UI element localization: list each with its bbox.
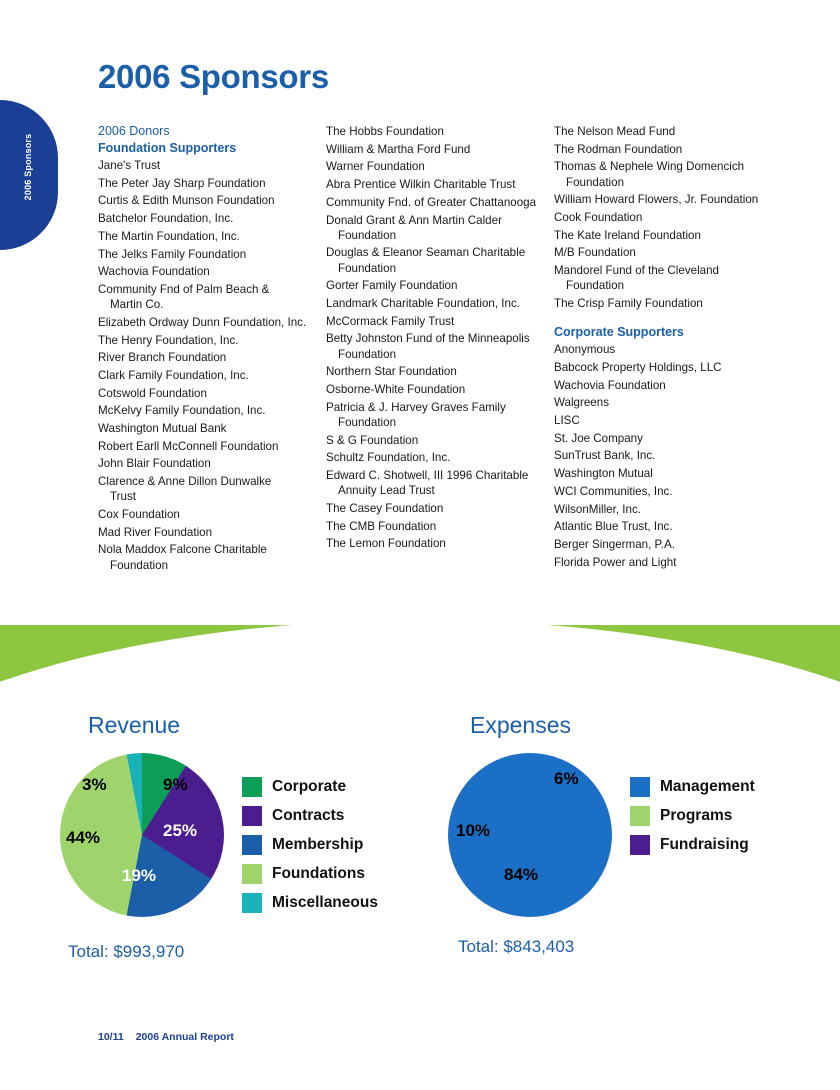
list-item: Berger Singerman, P.A.	[554, 537, 675, 551]
list-item: LISC	[554, 414, 580, 428]
list-item: Wachovia Foundation	[98, 265, 210, 279]
list-item: Thomas & Nephele Wing Domencich Foundation	[554, 159, 782, 189]
legend-label: Membership	[272, 836, 364, 853]
list-item-continuation: Foundation	[338, 261, 397, 275]
legend-swatch-icon	[242, 864, 262, 884]
expenses-chart-title: Expenses	[470, 712, 572, 738]
list-item: Jane's Trust	[98, 159, 161, 172]
list-item: Mad River Foundation	[98, 525, 213, 539]
revenue-slice-label-corporate: 9%	[163, 775, 188, 794]
list-item: WilsonMiller, Inc.	[554, 502, 641, 516]
list-item: Elizabeth Ordway Dunn Foundation, Inc.	[98, 315, 307, 329]
legend-label: Corporate	[272, 778, 347, 795]
list-item: Clark Family Foundation, Inc.	[98, 368, 249, 382]
section-tab-label: 2006 Sponsors	[23, 133, 33, 201]
list-item: Betty Johnston Fund of the Minneapolis Foundation	[326, 331, 548, 361]
legend-swatch-icon	[242, 835, 262, 855]
list-item: St. Joe Company	[554, 431, 643, 445]
legend-swatch-icon	[242, 777, 262, 797]
list-item: Mandorel Fund of the Cleveland Foundation	[554, 263, 782, 293]
donor-column-1	[98, 124, 326, 575]
donor-column-3	[554, 124, 788, 575]
list-item: S & G Foundation	[326, 433, 419, 447]
list-item-continuation: Foundation	[566, 279, 625, 293]
list-item: Florida Power and Light	[554, 555, 677, 569]
legend-swatch-icon	[630, 806, 650, 826]
foundation-supporters-list-2	[326, 124, 548, 552]
list-item: William Howard Flowers, Jr. Foundation	[554, 193, 759, 207]
list-item: River Branch Foundation	[98, 351, 227, 365]
expenses-legend-item	[630, 777, 755, 797]
list-item: William & Martha Ford Fund	[326, 142, 471, 156]
corporate-supporters-list	[554, 342, 782, 570]
foundation-supporters-list-1	[98, 158, 320, 573]
legend-swatch-icon	[630, 777, 650, 797]
revenue-pie-wrap	[60, 753, 224, 917]
revenue-slice-label-miscellaneous: 3%	[82, 775, 107, 794]
list-item: The Rodman Foundation	[554, 142, 683, 156]
donor-columns	[98, 124, 788, 575]
expenses-legend-item	[630, 835, 755, 855]
expenses-pie-wrap	[448, 753, 612, 917]
list-item: McKelvy Family Foundation, Inc.	[98, 404, 266, 418]
revenue-legend-item	[242, 864, 378, 884]
foundation-supporters-heading: Foundation Supporters	[98, 141, 237, 155]
list-item: The Casey Foundation	[326, 501, 444, 515]
list-item: The Martin Foundation, Inc.	[98, 229, 240, 243]
expenses-slice-label-fundraising: 6%	[554, 769, 579, 788]
list-item: M/B Foundation	[554, 246, 636, 260]
list-item: Abra Prentice Wilkin Charitable Trust	[326, 178, 516, 192]
list-item-continuation: Martin Co.	[110, 298, 164, 312]
list-item: Osborne-White Foundation	[326, 383, 466, 397]
legend-label: Management	[660, 778, 755, 795]
list-item: Cox Foundation	[98, 508, 180, 522]
expenses-legend-item	[630, 806, 755, 826]
list-item: WCI Communities, Inc.	[554, 484, 673, 498]
revenue-legend	[242, 777, 378, 922]
expenses-slice-label-management: 10%	[456, 821, 491, 840]
list-item-continuation: Foundation	[110, 558, 169, 572]
list-item: Walgreens	[554, 396, 609, 410]
list-item: The Henry Foundation, Inc.	[98, 333, 239, 347]
list-item: Community Fnd of Palm Beach & Martin Co.	[98, 282, 320, 312]
list-item: Robert Earll McConnell Foundation	[98, 439, 279, 453]
page-title: 2006 Sponsors	[98, 58, 329, 95]
list-item: Cook Foundation	[554, 211, 643, 225]
expenses-chart-block	[448, 712, 828, 957]
list-item: McCormack Family Trust	[326, 314, 455, 328]
legend-swatch-icon	[630, 835, 650, 855]
donor-column-2	[326, 124, 554, 575]
list-item: Wachovia Foundation	[554, 378, 666, 392]
revenue-legend-item	[242, 835, 378, 855]
list-item: The Nelson Mead Fund	[554, 125, 676, 138]
revenue-chart-block	[60, 712, 440, 962]
foundation-supporters-list-3	[554, 124, 782, 311]
revenue-legend-item	[242, 893, 378, 913]
list-item: Babcock Property Holdings, LLC	[554, 360, 722, 374]
list-item-continuation: Foundation	[338, 347, 397, 361]
expenses-slice-label-programs: 84%	[504, 865, 539, 884]
list-item-continuation: Foundation	[338, 228, 397, 242]
list-item: Cotswold Foundation	[98, 386, 207, 400]
expenses-total: Total: $843,403	[458, 937, 575, 956]
legend-label: Programs	[660, 807, 733, 824]
list-item: Patricia & J. Harvey Graves Family Foundation	[326, 400, 548, 430]
list-item: The Kate Ireland Foundation	[554, 228, 701, 242]
revenue-slice-label-membership: 19%	[122, 866, 157, 885]
revenue-total: Total: $993,970	[68, 942, 185, 961]
list-item: Warner Foundation	[326, 160, 425, 174]
list-item: Donald Grant & Ann Martin Calder Foundation	[326, 213, 548, 243]
revenue-slice-label-contracts: 25%	[163, 821, 198, 840]
legend-swatch-icon	[242, 893, 262, 913]
revenue-legend-item	[242, 777, 378, 797]
revenue-slice-label-foundations: 44%	[66, 828, 101, 847]
list-item: Edward C. Shotwell, III 1996 Charitable Annuity Lead Trust	[326, 468, 548, 498]
list-item: Gorter Family Foundation	[326, 279, 458, 293]
list-item: Northern Star Foundation	[326, 365, 457, 379]
list-item: The CMB Foundation	[326, 519, 437, 533]
list-item: The Crisp Family Foundation	[554, 297, 703, 311]
list-item: SunTrust Bank, Inc.	[554, 449, 656, 463]
list-item: Anonymous	[554, 343, 616, 357]
list-item: Batchelor Foundation, Inc.	[98, 212, 234, 226]
list-item: The Peter Jay Sharp Foundation	[98, 176, 266, 190]
list-item: Landmark Charitable Foundation, Inc.	[326, 297, 520, 311]
list-item: The Lemon Foundation	[326, 537, 446, 551]
list-item: Washington Mutual Bank	[98, 422, 227, 436]
list-item: Clarence & Anne Dillon Dunwalke Trust	[98, 474, 320, 504]
legend-label: Fundraising	[660, 836, 749, 853]
revenue-chart-title: Revenue	[88, 712, 181, 738]
list-item: Schultz Foundation, Inc.	[326, 451, 451, 465]
list-item: Washington Mutual	[554, 467, 653, 481]
list-item: John Blair Foundation	[98, 457, 211, 471]
legend-label: Foundations	[272, 865, 365, 882]
footer-page-number: 10/11	[98, 1031, 124, 1043]
list-item: Community Fnd. of Greater Chattanooga	[326, 195, 537, 209]
expenses-legend	[630, 777, 755, 864]
footer	[98, 1031, 234, 1043]
legend-swatch-icon	[242, 806, 262, 826]
list-item-continuation: Foundation	[338, 415, 397, 429]
list-item-continuation: Foundation	[566, 175, 625, 189]
list-item: Curtis & Edith Munson Foundation	[98, 194, 275, 208]
list-item-continuation: Annuity Lead Trust	[338, 484, 435, 498]
list-item: Atlantic Blue Trust, Inc.	[554, 520, 673, 534]
list-item: Douglas & Eleanor Seaman Charitable Foundation	[326, 245, 548, 275]
donors-heading: 2006 Donors	[98, 124, 170, 138]
list-item-continuation: Trust	[110, 490, 136, 504]
list-item: The Hobbs Foundation	[326, 125, 444, 138]
revenue-legend-item	[242, 806, 378, 826]
legend-label: Contracts	[272, 807, 345, 824]
list-item: The Jelks Family Foundation	[98, 247, 247, 261]
legend-label: Miscellaneous	[272, 894, 378, 911]
list-item: Nola Maddox Falcone Charitable Foundation	[98, 542, 320, 572]
corporate-supporters-heading: Corporate Supporters	[554, 325, 684, 340]
footer-report-label: 2006 Annual Report	[135, 1031, 234, 1043]
